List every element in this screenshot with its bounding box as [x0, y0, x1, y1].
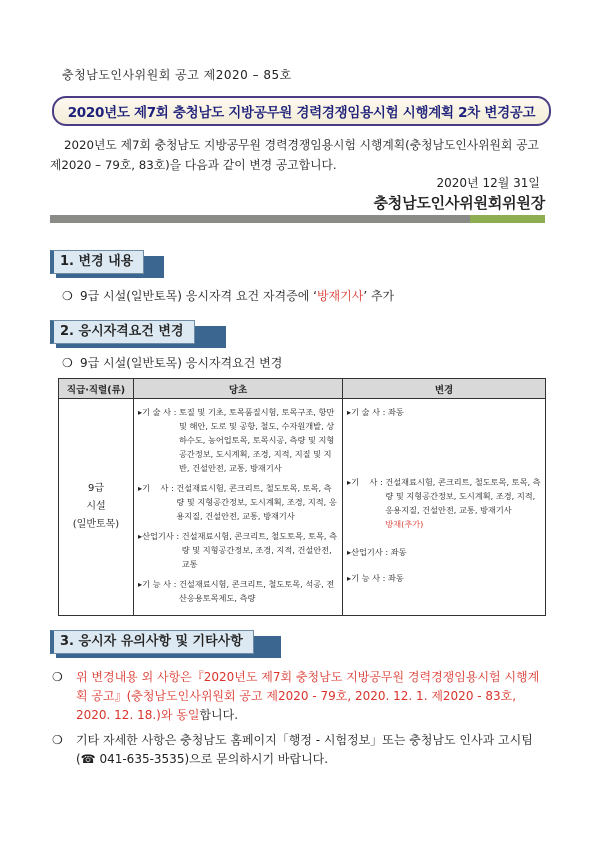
bullet-icon: ❍ [52, 733, 63, 747]
section3-body [52, 668, 547, 775]
signer-name: 충청남도인사위원회위원장 [373, 194, 545, 212]
added-badge: 방재(추가) [385, 519, 424, 529]
bullet-icon: ❍ [62, 356, 73, 370]
intro-paragraph [50, 135, 550, 175]
section3-heading: 3. 응시자 유의사항 및 기타사항 [50, 630, 254, 654]
item-value: 좌동 [388, 573, 404, 583]
intro-text: 2020년도 제7회 충청남도 지방공무원 경력경쟁임용시험 시행계획(충청남도인사위원회 공고 제2020 – 79호, 83호)을 다음과 같이 변경 공고합니다. [50, 138, 539, 172]
changed-cell [343, 399, 546, 616]
qualification-table [58, 378, 546, 616]
item-value: 건설재료시험, 콘크리트, 철도토목, 석공, 전산응용토목제도, 측량 [179, 579, 335, 603]
item-key: ▸기 사 : [347, 477, 386, 487]
item-key: ▸기 능 사 : [138, 579, 180, 589]
divider-bar [50, 215, 545, 223]
changed-item-craft [347, 571, 541, 585]
changed-item-ind [347, 545, 541, 559]
item1-highlight: 위 변경내용 외 사항은『2020년도 제7회 충청남도 지방공무원 경력경쟁임용시험 시행계획 공고』(충청남도인사위원회 공고 제2020 - 79호, 2020. 12. 1. 제2020 - 83호, 2020. 12. 18.)와 동일 [76, 670, 540, 722]
section2-heading: 2. 응시자격요건 변경 [50, 320, 195, 344]
item-value-text: 건설재료시험, 콘크리트, 철도토목, 토목, 측량 및 지형공간정보, 도시계획, 조경, 지적, 응용지질, 건설안전, 교통, 방재기사 [385, 477, 541, 515]
header-grade: 직급·직렬(류) [59, 379, 134, 399]
section1-heading-box [50, 250, 170, 276]
changed-item-eng [347, 475, 541, 531]
section2-heading-box [50, 320, 230, 346]
section1-text-after: ’ 추가 [363, 289, 395, 303]
item-value: 좌동 [388, 407, 404, 417]
original-item [138, 405, 338, 475]
item-key: ▸산업기사 : [138, 531, 182, 541]
section1-highlight: 방재기사 [316, 289, 364, 303]
item-key: ▸기 사 : [138, 483, 177, 493]
item-key: ▸산업기사 : [347, 547, 391, 557]
bullet-icon: ❍ [52, 670, 63, 684]
item-value: 건설재료시험, 콘크리트, 철도토목, 토목, 측량 및 지형공간정보, 조경, 지적, 건설안전, 교통 [181, 531, 337, 569]
grade-line: (일반토목) [72, 519, 120, 530]
grade-line: 9급 [87, 483, 105, 494]
original-item [138, 481, 338, 523]
grade-cell [59, 399, 134, 616]
divider-gray [50, 215, 470, 223]
item-value: 좌동 [390, 547, 407, 557]
notice-number: 충청남도인사위원회 공고 제2020 – 85호 [62, 68, 292, 82]
item-key: ▸기 술 사 : [138, 407, 180, 417]
section2-subtitle-line [62, 354, 282, 372]
section1-heading: 1. 변경 내용 [50, 250, 144, 274]
changed-item-tech [347, 405, 541, 419]
header-changed: 변경 [343, 379, 546, 399]
table-row [59, 399, 546, 616]
item-key: ▸기 능 사 : [347, 573, 389, 583]
divider-green [470, 215, 545, 223]
section1-text-before: 9급 시설(일반토목) 응시자격 요건 자격증에 ‘ [80, 289, 317, 303]
section1-bullet-line [62, 287, 394, 305]
item-value [385, 475, 541, 531]
section3-heading-box [50, 630, 285, 656]
announcement-title: 2020년도 제7회 충청남도 지방공무원 경력경쟁임용시험 시행계획 2차 변경공고 [67, 105, 536, 121]
table-header-row [59, 379, 546, 399]
item-value: 토질 및 기초, 토목품질시험, 토목구조, 항만 및 해안, 도로 및 공항, 철도, 수자원개발, 상하수도, 농어업토목, 토목시공, 측량 및 지형공간정보, 도시계획, 조경, 지적, 지질 및 지반, 건설안전, 교통, 방재기사 [179, 407, 335, 473]
item-key: ▸기 술 사 : [347, 407, 389, 417]
announcement-date: 2020년 12월 31일 [436, 176, 540, 190]
item1-tail: 합니다. [199, 708, 239, 722]
item-text [76, 668, 547, 725]
original-item [138, 577, 338, 605]
section2-subtitle: 9급 시설(일반토목) 응시자격요건 변경 [80, 356, 283, 370]
bullet-icon: ❍ [62, 289, 73, 303]
list-item [52, 731, 547, 769]
original-cell [134, 399, 343, 616]
original-item [138, 529, 338, 571]
item2-text: 기타 자세한 사항은 충청남도 홈페이지「행정 - 시험정보」또는 충청남도 인사과 고시팀(☎ 041-635-3535)으로 문의하시기 바랍니다. [76, 733, 533, 766]
list-item [52, 668, 547, 725]
announcement-title-box [52, 96, 551, 126]
grade-line: 시설 [86, 501, 106, 512]
header-original: 당초 [134, 379, 343, 399]
item-value: 건설재료시험, 콘크리트, 철도토목, 토목, 측량 및 지형공간정보, 도시계획, 조경, 지적, 응용지질, 건설안전, 교통, 방재기사 [176, 483, 337, 521]
